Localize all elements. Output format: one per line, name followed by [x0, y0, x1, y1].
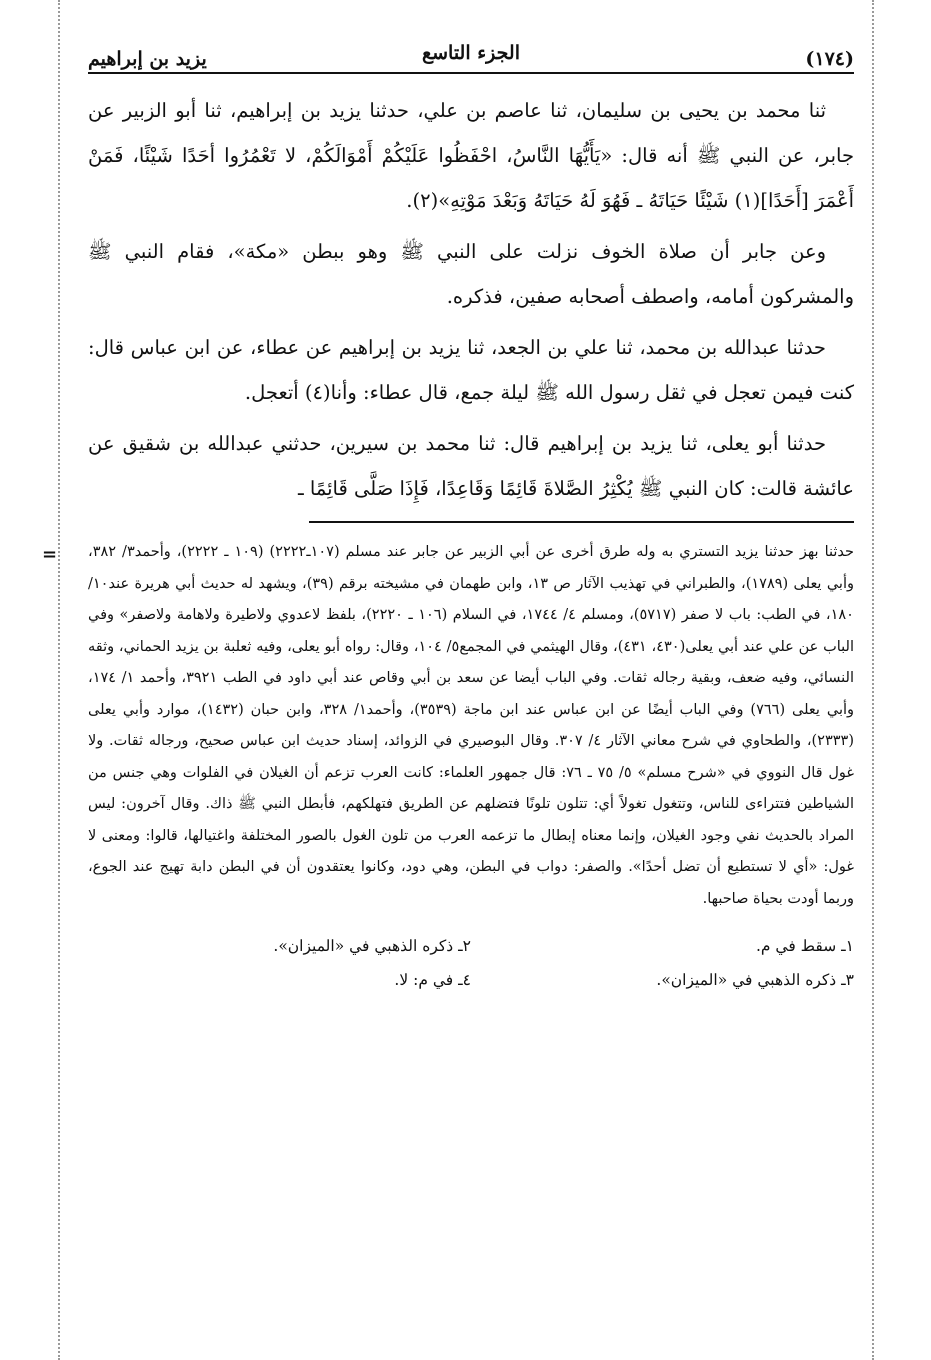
volume-title: الجزء التاسع: [422, 42, 520, 64]
hadith-paragraph: حدثنا أبو يعلى، ثنا يزيد بن إبراهيم قال: ثنا محمد بن سيرين، حدثني عبدالله بن شقيق عن عائشة قالت: كان النبي ﷺ يُكْثِرُ الصَّلاةَ قَائِمًا وَقَاعِدًا، فَإِذَا صَلَّى قَائِمًا ـ: [88, 432, 854, 500]
footnote-divider: [309, 521, 854, 523]
hadith-paragraph: وعن جابر أن صلاة الخوف نزلت على النبي ﷺ وهو ببطن «مكة»، فقام النبي ﷺ والمشركون أمامه، واصطف أصحابه صفين، فذكره.: [88, 240, 854, 308]
right-margin-guide: [872, 0, 874, 1360]
footnote-item: ٢ـ ذكره الذهبي في «الميزان».: [273, 937, 471, 955]
footnote-list: [88, 929, 854, 997]
hadith-paragraph: حدثنا عبدالله بن محمد، ثنا علي بن الجعد، ثنا يزيد بن إبراهيم عن عطاء، عن ابن عباس قال: كنت فيمن تعجل في ثقل رسول الله ﷺ ليلة جمع، قال عطاء: وأنا(٤) أتعجل.: [88, 336, 854, 404]
page-header: [88, 38, 854, 74]
footnote-item: ٤ـ في م: لا.: [394, 971, 471, 989]
footnote-item: ١ـ سقط في م.: [755, 937, 854, 955]
footnote-continuation: حدثنا بهز حدثنا يزيد التستري به وله طرق أخرى عن أبي الزبير عن جابر عند مسلم (١٠٧ـ٢٢٢٢) (١٠٩ ـ ٢٢٢٢)، وأحمد٣/ ٣٨٢، وأبي يعلى (١٧٨٩)، والطبراني في تهذيب الآثار ص ١٣، وابن طهمان في مشيخته برقم (٣٩)، ويشهد له حديث أبي هريرة عند١٠/ ١٨٠، في الطب: باب لا صفر (٥٧١٧)، ومسلم ٤/ ١٧٤٤، في السلام (١٠٦ ـ ٢٢٢٠)، بلفظ لاعدوي ولاطيرة ولاهامة ولاصفر» وفي الباب عن علي عند أبي يعلى(٤٣٠، ٤٣١)، وقال الهيثمي في المجمع٥/ ١٠٤، وقال: رواه أبو يعلى، وفيه ثعلبة بن يزيد الحماني، وثقه النسائي، وفيه ضعف، وبقية رجاله ثقات. وفي الباب أيضا عن سعد بن أبي وقاص عند أبي داود في الطب ٣٩٢١، وأحمد ١/ ١٧٤، وأبي يعلى (٧٦٦) وفي الباب أيضًا عن ابن عباس عند ابن ماجة (٣٥٣٩)، وأحمد١/ ٣٢٨، وابن حبان (١٤٣٢)، موارد وأبي يعلى (٢٣٣٣)، والطحاوي في شرح معاني الآثار ٤/ ٣٠٧. وقال البوصيري في الزوائد، إسناد حديث ابن عباس صحيح، ورجاله ثقات. ولا غول قال النووي في «شرح مسلم» ٥/ ٧٥ ـ ٧٦: قال جمهور العلماء: كانت العرب تزعم أن الغيلان في الفلوات وهي جنس من الشياطين فتتراءى للناس، وتتغول تغولاً أي: تتلون تلونًا فتضلهم عن الطريق فتهلكهم، فأبطل النبي ﷺ ذاك. وقال آخرون: ليس المراد بالحديث نفي وجود الغيلان، وإنما معناه إبطال ما تزعمه العرب من تلون الغول بالصور المختلفة واغتيالها، قالوا: ومعنى لا غول: «أي لا تستطيع أن تضل أحدًا». والصفر: دواب في البطن، وهي دود، وكانوا يعتقدون أن في البطن دابة تهيج عند الجوع، وربما أودت بحياة صاحبها.: [88, 544, 855, 907]
footnote-item: ٣ـ ذكره الذهبي في «الميزان».: [656, 971, 854, 989]
page-number: (١٧٤): [805, 48, 854, 70]
main-text: [88, 88, 854, 511]
continuation-mark: =: [42, 544, 58, 565]
book-page: [42, 38, 855, 997]
footnotes-section: [42, 537, 855, 997]
left-margin-guide: [58, 0, 60, 1360]
narrator-name: يزيد بن إبراهيم: [88, 48, 207, 70]
hadith-paragraph: ثنا محمد بن يحيى بن سليمان، ثنا عاصم بن علي، حدثنا يزيد بن إبراهيم، ثنا أبو الزبير عن جابر، عن النبي ﷺ أنه قال: «يَأَيُّهَا النَّاسُ، احْفَظُوا عَلَيْكُمْ أَمْوَالَكُمْ، لا تَعْمُرُوا أحَدًا شَيْئًا، فَمَنْ أَعْمَرَ [أَحَدًا](١) شَيْئًا حَيَاتَهُ ـ فَهُوَ لَهُ حَيَاتَهُ وَبَعْدَ مَوْتِهِ»(٢).: [88, 99, 854, 212]
